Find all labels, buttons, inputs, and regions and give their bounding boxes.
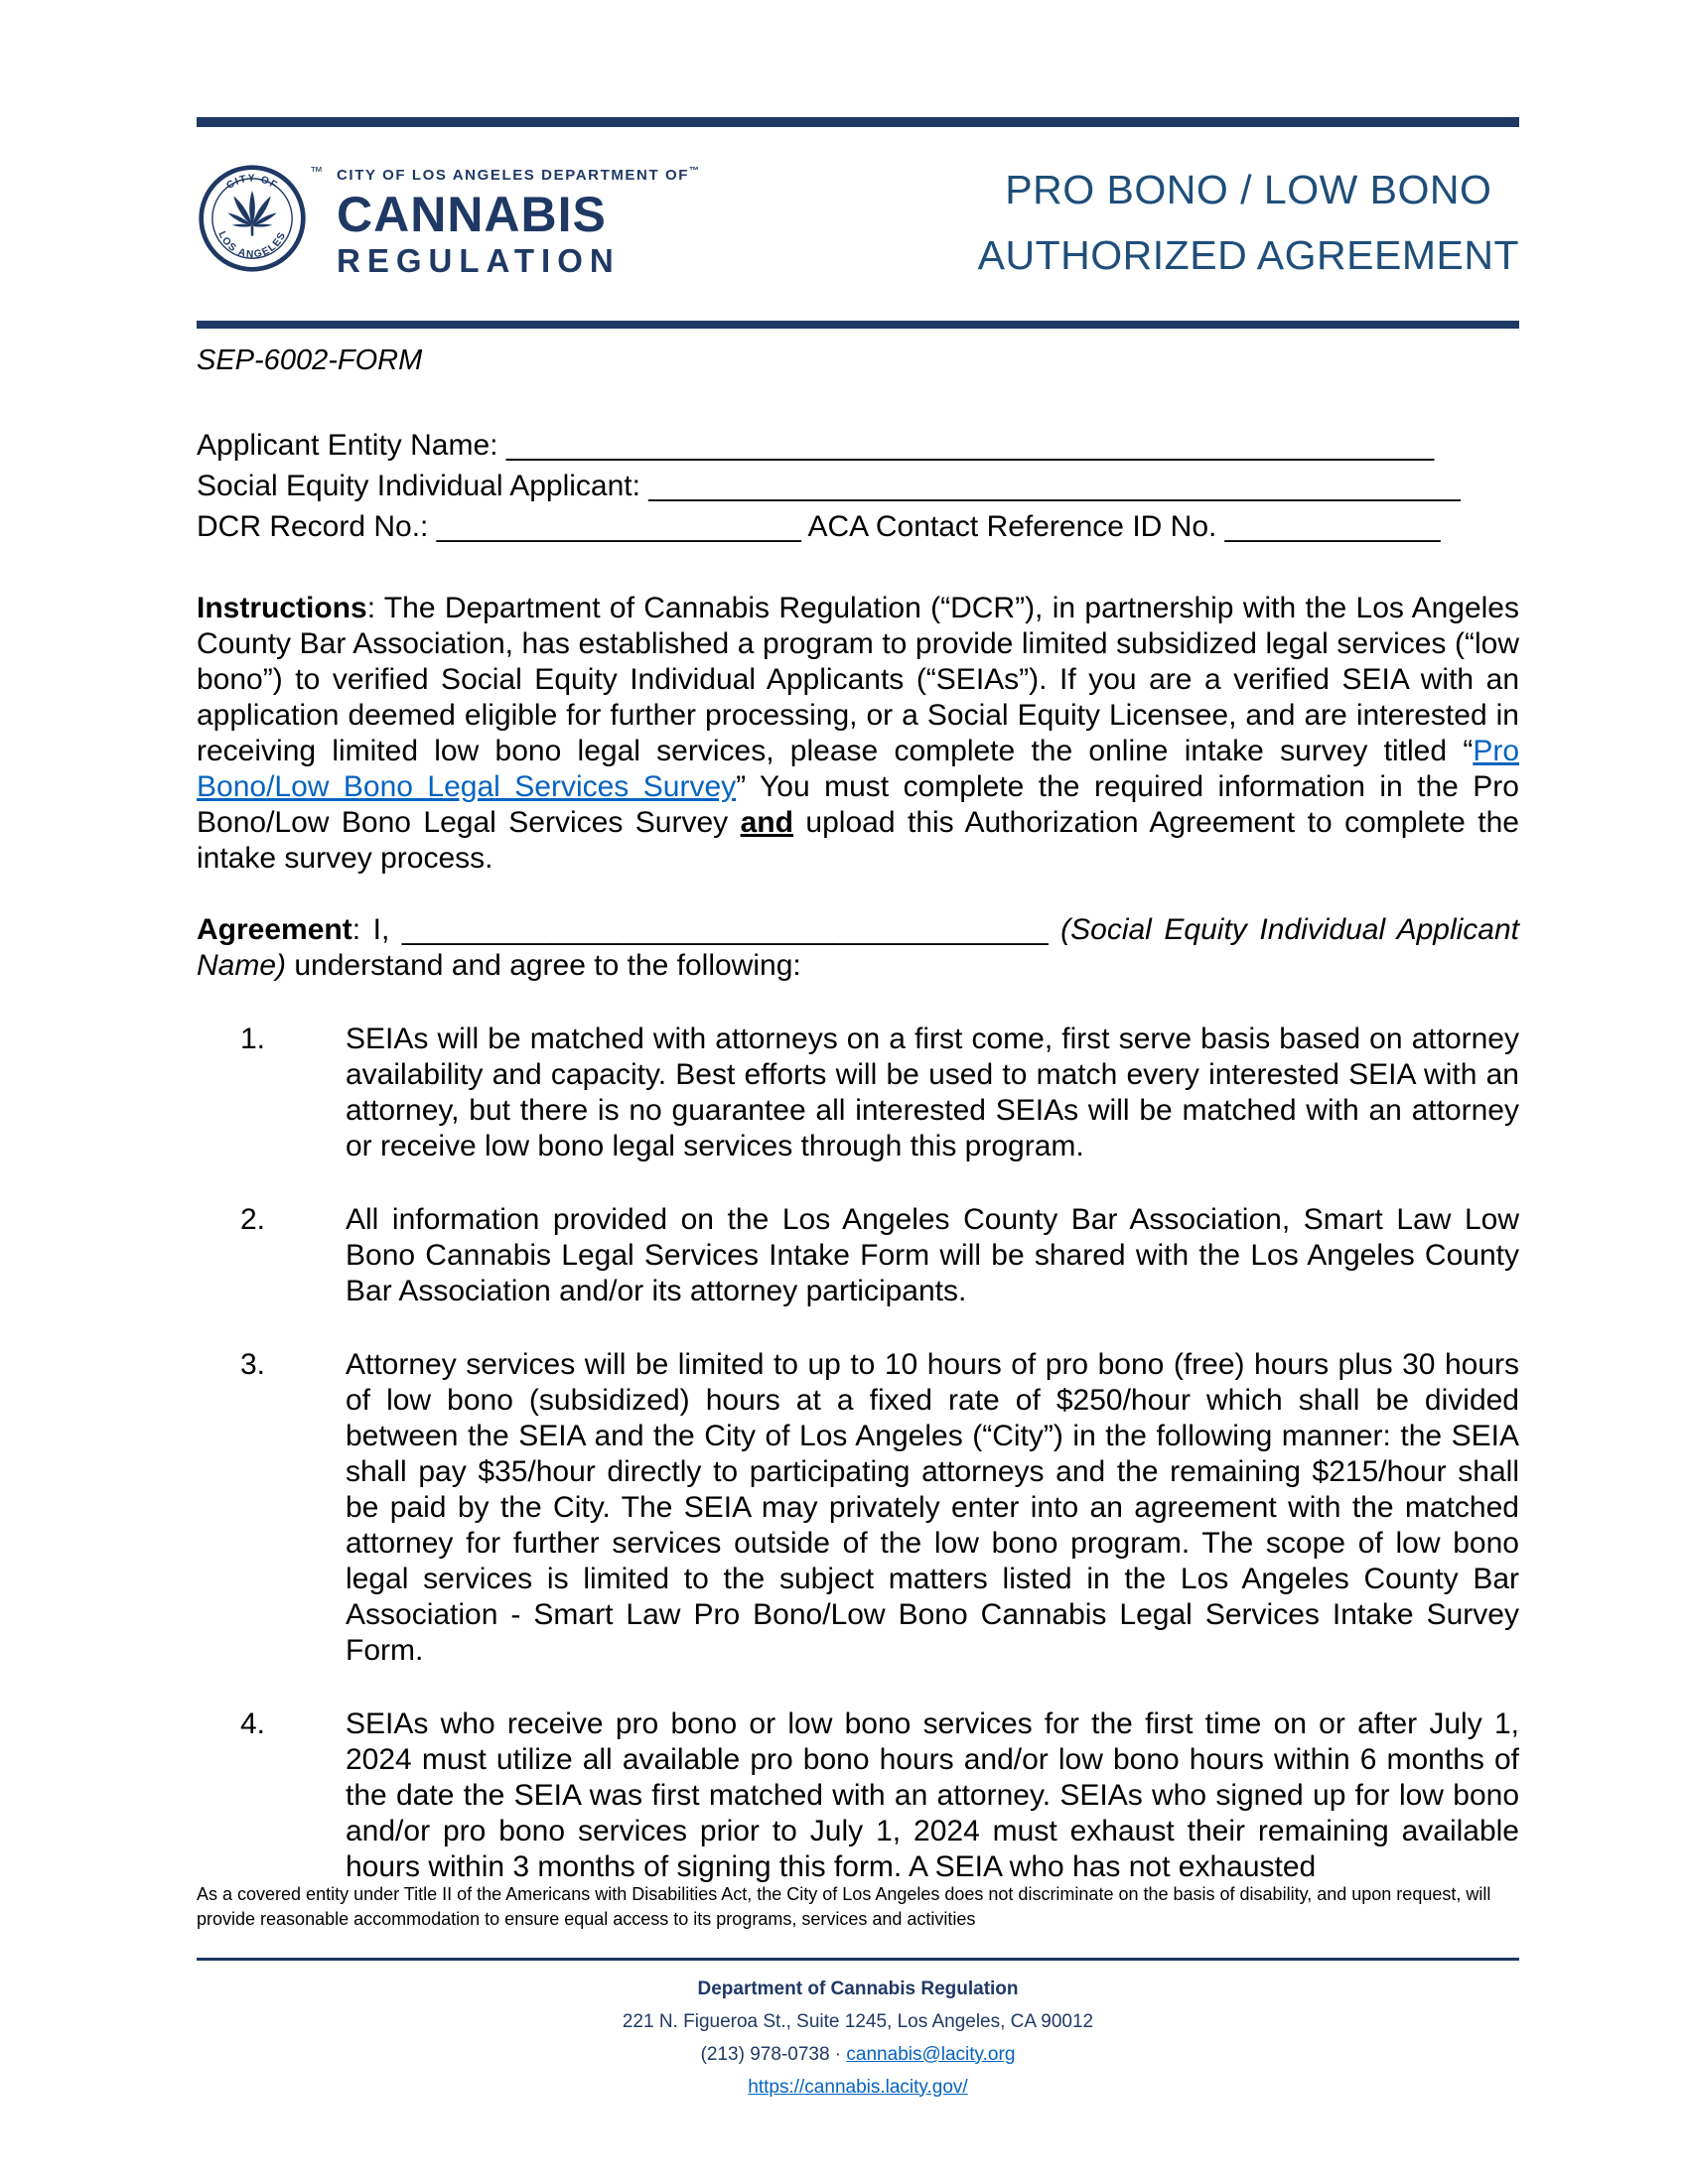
seia-blank: _________________________________________________: [648, 469, 1461, 502]
dept-trademark: ™: [689, 166, 701, 178]
field-dcr-aca: [197, 506, 1519, 547]
form-fields: [197, 425, 1519, 547]
footer-contact-block: [197, 1973, 1519, 2104]
dept-line: CITY OF LOS ANGELES DEPARTMENT OF™: [337, 166, 701, 185]
agreement-paragraph: [197, 912, 1519, 984]
agreement-italic-note: (Social Equity Individual Applicant Name): [197, 912, 1519, 982]
header: [197, 127, 1519, 321]
instructions-text-2: ” You must complete the required information in the Pro Bono/Low Bono Legal Services Survey: [197, 769, 1519, 839]
form-id: SEP-6002-FORM: [197, 343, 423, 376]
emphasis-and: and: [740, 805, 793, 839]
footer-address: 221 N. Figueroa St., Suite 1245, Los Angeles, CA 90012: [622, 2010, 1094, 2032]
document-body: [197, 344, 1519, 1885]
document-title: [978, 157, 1519, 289]
term-text: SEIAs will be matched with attorneys on a first come, first serve basis based on attorney availability and capacity. Best efforts will be used to match every interested SEIA with an attorney, but there is no guarantee all interested SEIAs will be matched with an attorney or receive low bono legal services through this program.: [346, 1022, 1519, 1162]
term-number: 3.: [240, 1347, 266, 1381]
brand-cannabis: CANNABIS: [337, 186, 607, 242]
field-applicant-entity-name: [197, 425, 1519, 466]
footer-separator: ·: [829, 2043, 847, 2065]
seal-top-text: CITY OF: [224, 174, 280, 193]
footer-website-link[interactable]: https://cannabis.lacity.gov/: [748, 2076, 968, 2098]
brand-logo: [197, 163, 701, 282]
city-seal-icon: [197, 163, 308, 274]
term-item-3: [197, 1347, 1519, 1669]
ada-disclaimer: As a covered entity under Title II of the Americans with Disabilities Act, the City of Los Angeles does not discriminate on the basis of disability, and upon request, will provide reasonable accommodation to ensure equal access to its programs, services and activities: [197, 1884, 1491, 1929]
footer-rule: [197, 1958, 1519, 1961]
aca-ref-label: ACA Contact Reference ID No.: [800, 509, 1225, 543]
term-item-4: [197, 1706, 1519, 1885]
page-footer: [197, 1882, 1519, 2104]
term-text: All information provided on the Los Angeles County Bar Association, Smart Law Low Bono Cannabis Legal Services Intake Form will be shared with the Los Angeles County Bar Association and/or its attorney participants.: [346, 1202, 1519, 1307]
terms-list: [197, 1022, 1519, 1885]
field-seia-name: [197, 466, 1519, 506]
seal-bottom-text: LOS ANGELES: [215, 229, 289, 261]
term-number: 2.: [240, 1202, 266, 1236]
applicant-entity-label: Applicant Entity Name:: [197, 428, 506, 462]
instructions-text-3: upload this Authorization Agreement to complete the intake survey process.: [197, 805, 1519, 875]
applicant-entity-blank: ________________________________________________________: [505, 428, 1435, 462]
footer-org-name: Department of Cannabis Regulation: [697, 1978, 1019, 1999]
term-item-1: [197, 1022, 1519, 1164]
dcr-record-blank: ______________________: [436, 509, 801, 543]
instructions-paragraph: [197, 591, 1519, 877]
agreement-label: Agreement: [197, 912, 352, 946]
instructions-text-1: : The Department of Cannabis Regulation (“DCR”), in partnership with the Los Angeles County Bar Association, has established a program to provide limited subsidized legal services (“low bono”) to verified Social Equity Individual Applicants (“SEIAs”). If you are a verified SEIA with an application deemed eligible for further processing, or a Social Equity Licensee, and are interested in receiving limited low bono legal services, please complete the online intake survey titled “: [197, 591, 1519, 767]
agreement-name-blank: _______________________________________: [401, 912, 1049, 946]
footer-phone: (213) 978-0738: [700, 2043, 830, 2065]
seal-trademark: ™: [310, 164, 323, 180]
term-item-2: [197, 1202, 1519, 1309]
document-title-line1: PRO BONO / LOW BONO: [1005, 167, 1492, 212]
top-rule: [197, 117, 1519, 127]
footer-email-link[interactable]: cannabis@lacity.org: [846, 2043, 1016, 2065]
footer-website: [197, 2071, 1519, 2104]
header-rule: [197, 321, 1519, 329]
brand-regulation: REGULATION: [337, 242, 621, 280]
term-number: 1.: [240, 1022, 266, 1055]
agreement-trailing-text: understand and agree to the following:: [286, 948, 801, 982]
term-text: Attorney services will be limited to up to 10 hours of pro bono (free) hours plus 30 hours of low bono (subsidized) hours at a fixed rate of $250/hour which shall be divided between the SEIA and the City of Los Angeles (“City”) in the following manner: the SEIA shall pay $35/hour directly to participating attorneys and the remaining $215/hour shall be paid by the City. The SEIA may privately enter into an agreement with the matched attorney for further services outside of the low bono program. The scope of low bono legal services is limited to the subject matters listed in the Los Angeles County Bar Association - Smart Law Pro Bono/Low Bono Cannabis Legal Services Intake Survey Form.: [346, 1347, 1519, 1667]
agreement-lead-in: : I,: [352, 912, 402, 946]
survey-link[interactable]: Pro Bono/Low Bono Legal Services Survey: [197, 734, 1519, 803]
aca-ref-blank: _____________: [1224, 509, 1441, 543]
term-text: SEIAs who receive pro bono or low bono services for the first time on or after July 1, 2024 must utilize all available pro bono hours and/or low bono hours within 6 months of the date the SEIA was first matched with an attorney. SEIAs who signed up for low bono and/or pro bono services prior to July 1, 2024 must exhaust their remaining available hours within 3 months of signing this form. A SEIA who has not exhausted: [346, 1706, 1519, 1883]
brand-wordmark: [337, 163, 701, 282]
seia-label: Social Equity Individual Applicant:: [197, 469, 649, 502]
footer-phone-email: [197, 2038, 1519, 2071]
document-title-line2: AUTHORIZED AGREEMENT: [977, 232, 1519, 279]
term-number: 4.: [240, 1706, 266, 1740]
dcr-record-label: DCR Record No.:: [197, 509, 437, 543]
instructions-label: Instructions: [197, 591, 367, 624]
